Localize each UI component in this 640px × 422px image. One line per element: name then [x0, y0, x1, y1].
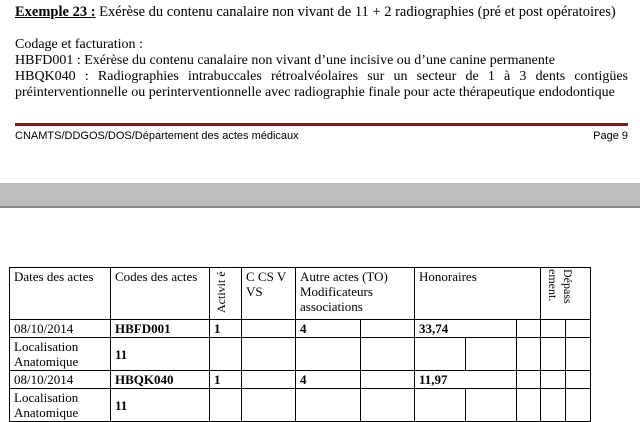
footer-source: CNAMTS/DDGOS/DOS/Département des actes médicaux — [15, 130, 299, 142]
header-autres: Autre actes (TO) Modificateurs associations — [296, 268, 415, 320]
header-dates: Dates des actes — [10, 268, 111, 320]
row1-honoraires: 33,74 — [415, 320, 517, 338]
header-activite: Activit é — [210, 268, 242, 320]
header-depassement: Dépass ement. — [541, 268, 591, 320]
row1-code: HBFD001 — [111, 320, 210, 338]
coding-heading: Codage et facturation : — [15, 37, 143, 52]
table-row-localisation — [10, 389, 591, 422]
row3-activite: 1 — [210, 371, 242, 389]
page-separator-shadow — [0, 206, 640, 208]
page-separator — [0, 183, 640, 207]
row1-depass-b — [566, 320, 591, 338]
example-heading — [15, 4, 616, 21]
row3-code: HBQK040 — [111, 371, 210, 389]
page-number: Page 9 — [593, 130, 628, 142]
row4-loc-value: 11 — [111, 389, 210, 422]
row1-extra — [517, 320, 541, 338]
row1-modif — [361, 320, 415, 338]
row3-ccs — [242, 371, 296, 389]
row3-honoraires: 11,97 — [415, 371, 517, 389]
table-row-localisation — [10, 338, 591, 371]
row3-modif — [361, 371, 415, 389]
header-honoraires: Honoraires — [415, 268, 541, 320]
example-title: Exérèse du contenu canalaire non vivant de 11 + 2 radiographies (pré et post opératoires) — [99, 4, 616, 20]
row1-date: 08/10/2014 — [10, 320, 111, 338]
header-codes: Codes des actes — [111, 268, 210, 320]
row1-assoc: 4 — [296, 320, 361, 338]
row4-loc-label: Localisation Anatomique — [10, 389, 111, 422]
row3-depass-a — [541, 371, 566, 389]
acts-table — [9, 267, 591, 422]
table-header-row — [10, 268, 591, 320]
coding-line-hbqk040: HBQK040 : Radiographies intrabuccales rétroalvéolaires sur un secteur de 1 à 3 dents contigües — [15, 69, 628, 84]
row3-date: 08/10/2014 — [10, 371, 111, 389]
row2-loc-value: 11 — [111, 338, 210, 371]
row3-depass-b — [566, 371, 591, 389]
header-ccs: C CS V VS — [242, 268, 296, 320]
row1-depass-a — [541, 320, 566, 338]
example-label: Exemple 23 : — [15, 4, 96, 20]
coding-line-hbqk040-cont: préinterventionnelle ou perinterventionnelle avec radiographie finale pour acte thérapeutique endodontique — [15, 85, 615, 100]
row3-assoc: 4 — [296, 371, 361, 389]
row1-activite: 1 — [210, 320, 242, 338]
row3-extra — [517, 371, 541, 389]
row2-loc-label: Localisation Anatomique — [10, 338, 111, 371]
footer-rule — [15, 123, 628, 126]
table-row — [10, 371, 591, 389]
row1-ccs — [242, 320, 296, 338]
coding-line-hbfd001: HBFD001 : Exérèse du contenu canalaire non vivant d’une incisive ou d’une canine permanente — [15, 53, 555, 68]
table-row — [10, 320, 591, 338]
